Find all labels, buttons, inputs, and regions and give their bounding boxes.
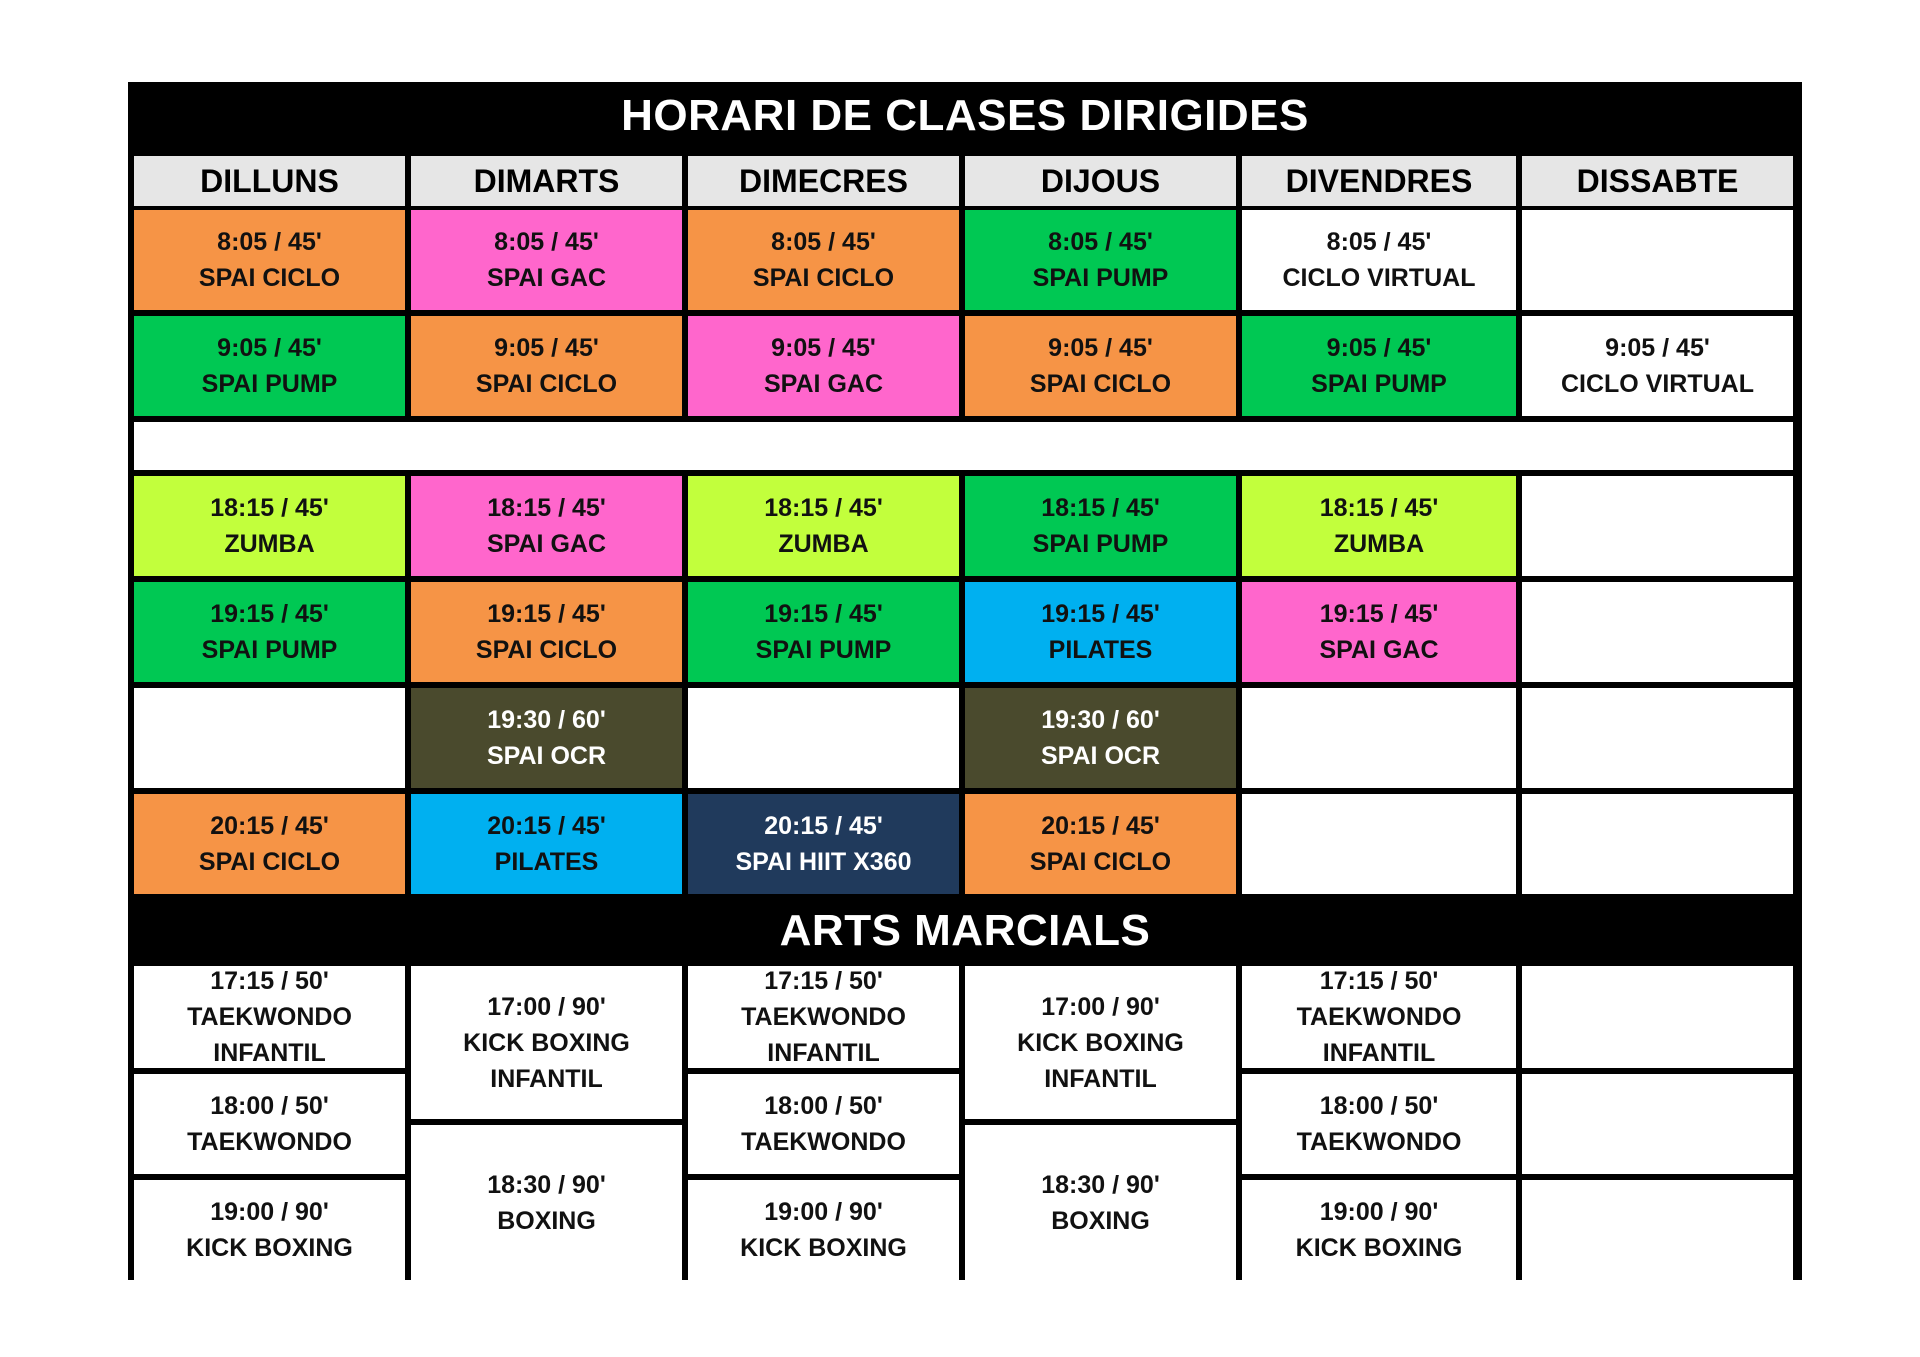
class-time: 19:30 / 60' bbox=[487, 706, 606, 734]
day-header-friday: DIVENDRES bbox=[1242, 156, 1516, 206]
class-time: 18:15 / 45' bbox=[210, 494, 329, 522]
class-slot bbox=[688, 688, 959, 788]
class-slot bbox=[134, 794, 405, 894]
class-slot bbox=[1242, 794, 1516, 894]
class-slot bbox=[965, 688, 1236, 788]
class-name: SPAI CICLO bbox=[198, 264, 341, 292]
class-time: 18:15 / 45' bbox=[764, 494, 883, 522]
class-time: 8:05 / 45' bbox=[494, 228, 599, 256]
class-name: SPAI GAC bbox=[1319, 636, 1439, 664]
class-time: 19:00 / 90' bbox=[1319, 1198, 1439, 1226]
class-slot bbox=[1522, 582, 1793, 682]
class-slot bbox=[1522, 476, 1793, 576]
class-time: 18:00 / 50' bbox=[1319, 1092, 1439, 1120]
class-name: BOXING bbox=[497, 1206, 596, 1235]
spacer-row bbox=[134, 422, 1793, 470]
class-slot bbox=[1522, 688, 1793, 788]
class-slot bbox=[965, 210, 1236, 310]
class-time: 9:05 / 45' bbox=[1605, 334, 1710, 362]
class-slot bbox=[411, 476, 682, 576]
class-slot bbox=[1242, 582, 1516, 682]
class-name: CICLO VIRTUAL bbox=[1560, 370, 1755, 398]
martial-slot bbox=[965, 966, 1236, 1119]
class-name: SPAI PUMP bbox=[201, 636, 338, 664]
class-time: 17:00 / 90' bbox=[1041, 992, 1160, 1021]
class-name: SPAI CICLO bbox=[752, 264, 895, 292]
class-slot bbox=[688, 794, 959, 894]
class-name: BOXING bbox=[1051, 1206, 1150, 1235]
class-time: 19:30 / 60' bbox=[1041, 706, 1160, 734]
martial-slot bbox=[134, 1074, 405, 1174]
class-time: 19:00 / 90' bbox=[210, 1198, 329, 1226]
class-slot bbox=[688, 476, 959, 576]
class-time: 17:00 / 90' bbox=[487, 992, 606, 1021]
class-name: TAEKWONDO bbox=[741, 1128, 906, 1156]
class-name: SPAI PUMP bbox=[1311, 370, 1447, 398]
class-time: 9:05 / 45' bbox=[1048, 334, 1153, 362]
class-time: 8:05 / 45' bbox=[1326, 228, 1432, 256]
class-extra: INFANTIL bbox=[1322, 1039, 1436, 1067]
class-name: SPAI OCR bbox=[1041, 742, 1160, 770]
class-slot bbox=[411, 316, 682, 416]
class-name: SPAI CICLO bbox=[1029, 370, 1172, 398]
class-name: ZUMBA bbox=[1333, 530, 1425, 558]
schedule-sheet bbox=[128, 82, 1802, 1280]
class-slot bbox=[1242, 688, 1516, 788]
martial-slot bbox=[1242, 1074, 1516, 1174]
martial-slot bbox=[411, 1125, 682, 1280]
class-slot bbox=[1522, 316, 1793, 416]
class-extra: INFANTIL bbox=[490, 1064, 603, 1093]
class-name: TAEKWONDO bbox=[187, 1128, 352, 1156]
class-slot bbox=[411, 210, 682, 310]
class-name: CICLO VIRTUAL bbox=[1282, 264, 1476, 292]
class-name: SPAI PUMP bbox=[1032, 530, 1169, 558]
class-slot bbox=[411, 794, 682, 894]
class-time: 17:15 / 50' bbox=[1319, 967, 1439, 995]
class-slot bbox=[1242, 476, 1516, 576]
class-time: 8:05 / 45' bbox=[1048, 228, 1153, 256]
class-time: 19:15 / 45' bbox=[1041, 600, 1160, 628]
day-header-thursday: DIJOUS bbox=[965, 156, 1236, 206]
class-name: SPAI HIIT X360 bbox=[735, 848, 912, 876]
class-time: 8:05 / 45' bbox=[771, 228, 876, 256]
schedule-title: HORARI DE CLASES DIRIGIDES bbox=[621, 91, 1309, 140]
class-name: KICK BOXING bbox=[463, 1028, 630, 1057]
class-slot bbox=[134, 582, 405, 682]
martial-slot-empty bbox=[1522, 966, 1793, 1068]
class-time: 9:05 / 45' bbox=[771, 334, 876, 362]
class-name: SPAI GAC bbox=[764, 370, 883, 398]
class-name: SPAI GAC bbox=[487, 264, 606, 292]
class-extra: INFANTIL bbox=[213, 1039, 326, 1067]
day-header-wednesday: DIMECRES bbox=[688, 156, 959, 206]
day-header-saturday: DISSABTE bbox=[1522, 156, 1793, 206]
class-name: SPAI PUMP bbox=[1032, 264, 1169, 292]
day-header-tuesday: DIMARTS bbox=[411, 156, 682, 206]
class-slot bbox=[134, 210, 405, 310]
class-time: 20:15 / 45' bbox=[764, 812, 883, 840]
class-time: 18:00 / 50' bbox=[210, 1092, 329, 1120]
class-slot bbox=[134, 476, 405, 576]
class-time: 8:05 / 45' bbox=[217, 228, 322, 256]
class-slot bbox=[411, 582, 682, 682]
class-name: TAEKWONDO bbox=[187, 1003, 352, 1031]
class-time: 9:05 / 45' bbox=[217, 334, 322, 362]
class-name: SPAI GAC bbox=[487, 530, 606, 558]
martial-slot bbox=[965, 1125, 1236, 1280]
class-name: SPAI CICLO bbox=[475, 370, 618, 398]
class-time: 18:30 / 90' bbox=[487, 1170, 606, 1199]
class-name: PILATES bbox=[1048, 636, 1153, 664]
class-time: 18:00 / 50' bbox=[764, 1092, 883, 1120]
class-name: KICK BOXING bbox=[1017, 1028, 1184, 1057]
class-name: SPAI OCR bbox=[487, 742, 606, 770]
martial-slot bbox=[688, 1180, 959, 1280]
class-name: ZUMBA bbox=[778, 530, 869, 558]
martial-slot-empty bbox=[1522, 1074, 1793, 1174]
martial-slot bbox=[134, 966, 405, 1068]
class-name: SPAI CICLO bbox=[1029, 848, 1172, 876]
class-time: 20:15 / 45' bbox=[1041, 812, 1160, 840]
martial-slot bbox=[1242, 966, 1516, 1068]
class-name: TAEKWONDO bbox=[1296, 1128, 1462, 1156]
class-time: 18:15 / 45' bbox=[487, 494, 606, 522]
class-time: 17:15 / 50' bbox=[210, 967, 329, 995]
class-name: SPAI PUMP bbox=[201, 370, 338, 398]
martial-slot bbox=[688, 1074, 959, 1174]
class-name: KICK BOXING bbox=[1295, 1234, 1463, 1262]
class-name: PILATES bbox=[494, 848, 599, 876]
class-time: 20:15 / 45' bbox=[487, 812, 606, 840]
class-time: 18:30 / 90' bbox=[1041, 1170, 1160, 1199]
class-slot bbox=[134, 316, 405, 416]
class-name: SPAI CICLO bbox=[475, 636, 618, 664]
class-slot bbox=[965, 582, 1236, 682]
class-name: TAEKWONDO bbox=[741, 1003, 906, 1031]
class-slot bbox=[1522, 210, 1793, 310]
class-slot bbox=[1242, 316, 1516, 416]
class-slot bbox=[688, 210, 959, 310]
martial-arts-title: ARTS MARCIALS bbox=[779, 906, 1151, 955]
class-slot bbox=[965, 316, 1236, 416]
class-time: 18:15 / 45' bbox=[1041, 494, 1160, 522]
class-name: SPAI PUMP bbox=[755, 636, 892, 664]
class-name: ZUMBA bbox=[224, 530, 315, 558]
class-name: KICK BOXING bbox=[186, 1234, 353, 1262]
martial-slot bbox=[688, 966, 959, 1068]
class-slot bbox=[134, 688, 405, 788]
class-time: 19:00 / 90' bbox=[764, 1198, 883, 1226]
class-time: 19:15 / 45' bbox=[210, 600, 329, 628]
class-slot bbox=[965, 794, 1236, 894]
class-time: 9:05 / 45' bbox=[494, 334, 599, 362]
class-time: 20:15 / 45' bbox=[210, 812, 329, 840]
martial-slot bbox=[134, 1180, 405, 1280]
class-time: 18:15 / 45' bbox=[1319, 494, 1439, 522]
class-time: 17:15 / 50' bbox=[764, 967, 883, 995]
day-header-monday: DILLUNS bbox=[134, 156, 405, 206]
class-slot bbox=[688, 316, 959, 416]
martial-slot-empty bbox=[1522, 1180, 1793, 1280]
class-slot bbox=[965, 476, 1236, 576]
class-slot bbox=[411, 688, 682, 788]
class-slot bbox=[1242, 210, 1516, 310]
class-name: SPAI CICLO bbox=[198, 848, 341, 876]
class-slot bbox=[688, 582, 959, 682]
martial-slot bbox=[411, 966, 682, 1119]
martial-slot bbox=[1242, 1180, 1516, 1280]
class-name: TAEKWONDO bbox=[1296, 1003, 1462, 1031]
class-slot bbox=[1522, 794, 1793, 894]
class-extra: INFANTIL bbox=[767, 1039, 880, 1067]
class-extra: INFANTIL bbox=[1044, 1064, 1157, 1093]
class-time: 19:15 / 45' bbox=[1319, 600, 1439, 628]
class-time: 9:05 / 45' bbox=[1326, 334, 1432, 362]
class-time: 19:15 / 45' bbox=[487, 600, 606, 628]
class-time: 19:15 / 45' bbox=[764, 600, 883, 628]
class-name: KICK BOXING bbox=[740, 1234, 907, 1262]
